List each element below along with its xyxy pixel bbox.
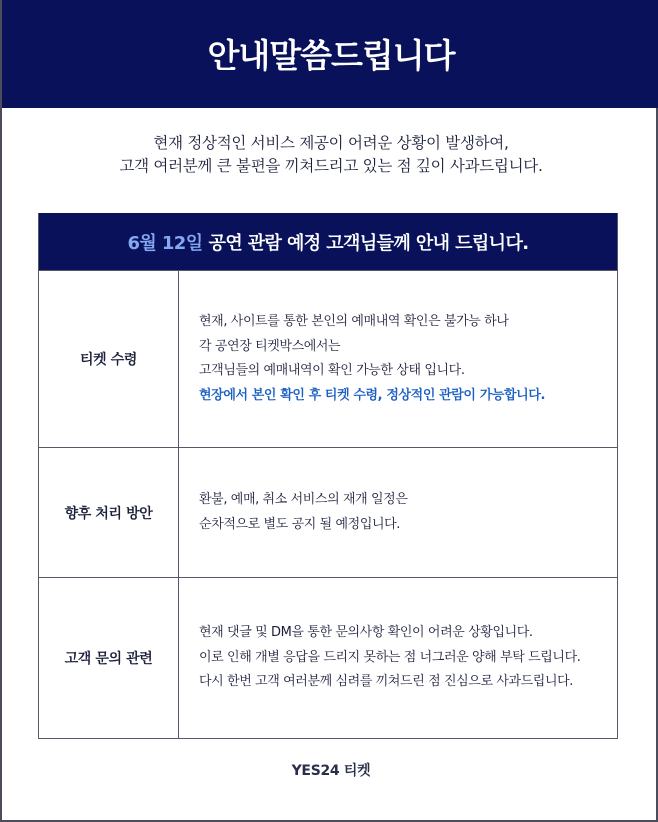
- table-row-ticket-pickup: [39, 270, 617, 447]
- intro-line: 고객 여러분께 큰 불편을 끼쳐드리고 있는 점 깊이 사과드립니다.: [119, 157, 543, 175]
- row-body: [179, 448, 617, 577]
- row-line: 다시 한번 고객 여러분께 심려를 끼쳐드린 점 진심으로 사과드립니다.: [199, 674, 574, 690]
- row-line: 이로 인해 개별 응답을 드리지 못하는 점 너그러운 양해 부탁 드립니다.: [199, 649, 581, 665]
- top-banner: [2, 0, 658, 108]
- row-line: 현재, 사이트를 통한 본인의 예매내역 확인은 불가능 하나: [199, 314, 509, 329]
- intro-line: 현재 정상적인 서비스 제공이 어려운 상황이 발생하여,: [153, 134, 509, 152]
- table-row-customer-inquiry: [39, 577, 617, 738]
- row-line: 각 공연장 티켓박스에서는: [199, 338, 341, 354]
- row-line: 고객님들의 예매내역이 확인 가능한 상태 입니다.: [199, 363, 465, 378]
- row-body: [179, 271, 617, 447]
- page-title: 안내말씀드립니다: [207, 35, 455, 75]
- row-line: 순차적으로 별도 공지 될 예정입니다.: [199, 516, 401, 532]
- intro-message: [2, 132, 658, 178]
- row-body: [179, 578, 617, 738]
- row-label: 티켓 수령: [39, 271, 179, 447]
- brand-logo: YES24 티켓: [291, 763, 371, 779]
- row-line: 현재 댓글 및 DM을 통한 문의사항 확인이 어려운 상황입니다.: [199, 625, 533, 641]
- row-highlight-line: 현장에서 본인 확인 후 티켓 수령, 정상적인 관람이 가능합니다.: [199, 387, 546, 403]
- row-label: 고객 문의 관련: [39, 578, 179, 738]
- performance-date: 6월 12일: [127, 232, 203, 254]
- table-header: [39, 213, 617, 270]
- table-row-future-plan: [39, 447, 617, 577]
- notice-table: [38, 213, 618, 739]
- table-header-text: 공연 관람 예정 고객님들께 안내 드립니다.: [208, 232, 529, 254]
- row-line: 환불, 예매, 취소 서비스의 재개 일정은: [199, 492, 408, 507]
- row-label: 향후 처리 방안: [39, 448, 179, 577]
